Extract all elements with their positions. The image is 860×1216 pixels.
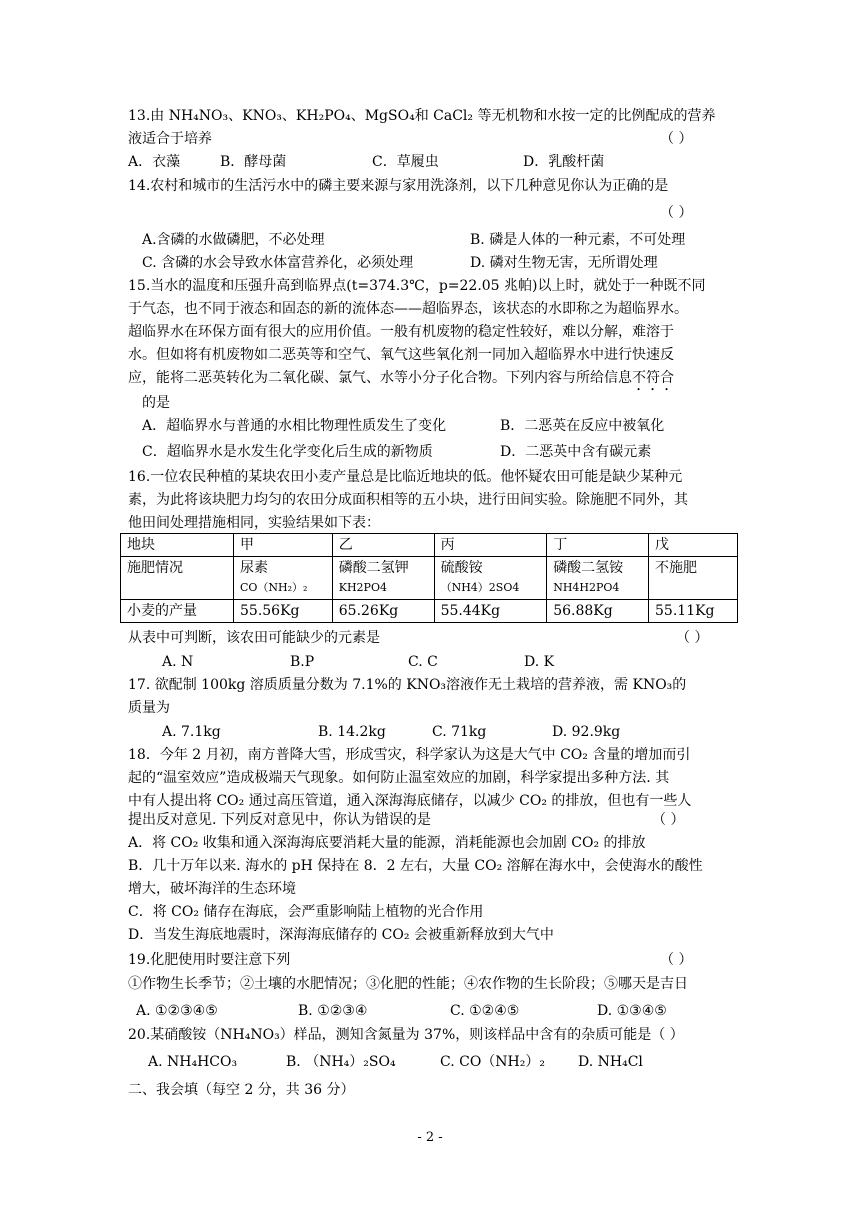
table-header-cell: 戊 <box>649 534 738 557</box>
q14-option-b: B. 磷是人体的一种元素，不可处理 <box>470 232 686 248</box>
q16-option-a: A. N <box>162 654 194 670</box>
q13-option-b: B．酵母菌 <box>220 154 287 170</box>
q18-option-b: B．几十万年以来. 海水的 pH 保持在 8．2 左右，大量 CO₂ 溶解在海水中，会使海水的酸性 <box>128 858 703 874</box>
table-cell: 55.44Kg <box>434 600 547 623</box>
q17-line1: 17. 欲配制 100kg 溶质质量分数为 7.1%的 KNO₃溶液作无土栽培的营养液，需 KNO₃的 <box>128 677 687 693</box>
q15-option-c: C．超临界水是水发生化学变化后生成的新物质 <box>142 444 433 460</box>
table-header-cell: 乙 <box>332 534 434 557</box>
q19-option-d: D. ①③④⑤ <box>597 1003 667 1019</box>
q18-answer-paren: （ ） <box>652 812 685 828</box>
table-row-yield <box>121 600 738 623</box>
q14-option-a: A.含磷的水做磷肥，不必处理 <box>142 232 325 248</box>
table-header-cell: 丙 <box>434 534 547 557</box>
q18-line3: 中有人提出将 CO₂ 通过高压管道，通入深海海底储存，以减少 CO₂ 的排放，但也有一些人 <box>128 793 692 809</box>
fert-name: 磷酸二氢钾 <box>338 560 409 576</box>
fert-formula: CO（NH₂）₂ <box>240 581 308 594</box>
q19-answer-paren: （ ） <box>660 952 693 968</box>
fert-formula: （NH4）2SO4 <box>440 581 520 594</box>
q20-option-a: A. NH₄HCO₃ <box>148 1054 238 1070</box>
q13-option-d: D．乳酸杆菌 <box>523 154 605 170</box>
table-header-cell: 甲 <box>234 534 333 557</box>
table-header-cell: 丁 <box>547 534 649 557</box>
table-row-label: 小麦的产量 <box>121 600 234 623</box>
table-cell: 55.11Kg <box>649 600 738 623</box>
q15-line6: 的是 <box>142 395 170 411</box>
q20-option-c: C. CO（NH₂）₂ <box>440 1054 545 1070</box>
q16-option-b: B.P <box>290 654 315 670</box>
q18-line4: 提出反对意见. 下列反对意见中，你认为错误的是 <box>128 812 431 828</box>
q15-line1: 15.当水的温度和压强升高到临界点(t=374.3℃，p=22.05 兆帕)以上时，就处于一种既不同 <box>128 278 706 294</box>
q18-line2: 起的“温室效应”造成极端天气现象。如何防止温室效应的加剧，科学家提出多种方法. 其 <box>128 770 670 786</box>
q16-option-c: C. C <box>408 654 438 670</box>
q17-option-b: B. 14.2kg <box>318 724 386 740</box>
fert-name: 尿素 <box>240 560 268 576</box>
q20-line1: 20.某硝酸铵（NH₄NO₃）样品，测知含氮量为 37%，则该样品中含有的杂质可能是（ ） <box>128 1027 684 1043</box>
q16-after-text: 从表中可判断，该农田可能缺少的元素是 <box>128 630 380 646</box>
table-cell: 65.26Kg <box>332 600 434 623</box>
q18-line1: 18．今年 2 月初，南方普降大雪，形成雪灾，科学家认为这是大气中 CO₂ 含量的增加而引 <box>128 747 691 763</box>
section-2-heading: 二、我会填（每空 2 分，共 36 分） <box>128 1082 355 1098</box>
q14-answer-paren: （ ） <box>660 205 693 221</box>
q16-line2: 素，为此将该块肥力均匀的农田分成面积相等的五小块，进行田间实验。除施肥不同外，其 <box>128 492 688 508</box>
table-cell: 55.56Kg <box>234 600 333 623</box>
q14-option-c: C. 含磷的水会导致水体富营养化，必须处理 <box>142 255 414 271</box>
table-cell <box>649 557 738 600</box>
table-header-cell: 地块 <box>121 534 234 557</box>
q13-line1: 13.由 NH₄NO₃、KNO₃、KH₂PO₄、MgSO₄和 CaCl₂ 等无机物和水按一定的比例配成的营养 <box>128 108 716 124</box>
q15-emphasis-not-match: 不符合 <box>632 370 674 386</box>
q15-option-b: B．二恶英在反应中被氧化 <box>500 418 665 434</box>
q13-option-a: A．衣藻 <box>128 154 181 170</box>
fert-name: 不施肥 <box>655 560 698 576</box>
q15-line4: 水。但如将有机废物如二恶英等和空气、氧气这些氧化剂一同加入超临界水中进行快速反 <box>128 347 674 363</box>
q19-line1: 19.化肥使用时要注意下列 <box>128 952 291 968</box>
q15-line2: 于气态，也不同于液态和固态的新的流体态——超临界态，该状态的水即称之为超临界水。 <box>128 301 688 317</box>
q17-option-d: D. 92.9kg <box>552 724 621 740</box>
table-cell <box>434 557 547 600</box>
fert-formula: KH2PO4 <box>338 581 387 594</box>
q17-line2: 质量为 <box>128 700 170 716</box>
table-cell: 56.88Kg <box>547 600 649 623</box>
q19-option-b: B. ①②③④ <box>298 1003 368 1019</box>
q16-line1: 16.一位农民种植的某块农田小麦产量总是比临近地块的低。他怀疑农田可能是缺少某种元 <box>128 469 683 485</box>
q15-option-d: D．二恶英中含有碳元素 <box>500 444 652 460</box>
q15-line5 <box>128 368 674 390</box>
table-cell <box>234 557 333 600</box>
q19-option-a: A. ①②③④⑤ <box>136 1003 218 1019</box>
q15-option-a: A．超临界水与普通的水相比物理性质发生了变化 <box>142 418 447 434</box>
fert-name: 硫酸铵 <box>440 560 483 576</box>
q17-option-c: C. 71kg <box>432 724 487 740</box>
fert-name: 磷酸二氢铵 <box>553 560 624 576</box>
table-row-label: 施肥情况 <box>121 557 234 600</box>
q16-answer-paren: （ ） <box>676 630 709 646</box>
q19-line2: ①作物生长季节；②土壤的水肥情况；③化肥的性能；④农作物的生长阶段；⑤哪天是吉日 <box>128 976 688 992</box>
q19-option-c: C. ①②④⑤ <box>450 1003 520 1019</box>
q13-option-c: C．草履虫 <box>372 154 439 170</box>
q18-option-d: D．当发生海底地震时，深海海底储存的 CO₂ 会被重新释放到大气中 <box>128 927 554 943</box>
q18-option-a: A．将 CO₂ 收集和通入深海海底要消耗大量的能源，消耗能源也会加剧 CO₂ 的排放 <box>128 835 646 851</box>
q13-line2: 液适合于培养 <box>128 131 212 147</box>
q20-option-d: D. NH₄Cl <box>578 1054 643 1070</box>
page-number: - 2 - <box>417 1130 443 1145</box>
q16-line3: 他田间处理措施相同，实验结果如下表： <box>128 515 380 531</box>
q14-option-d: D. 磷对生物无害，无所谓处理 <box>470 255 658 271</box>
q18-option-c: C．将 CO₂ 储存在海底，会严重影响陆上植物的光合作用 <box>128 904 484 920</box>
q16-option-d: D. K <box>524 654 555 670</box>
table-header-row <box>121 534 738 557</box>
fertilizer-results-table <box>120 533 738 623</box>
q17-option-a: A. 7.1kg <box>162 724 221 740</box>
q20-option-b: B. （NH₄）₂SO₄ <box>286 1054 396 1070</box>
fert-formula: NH4H2PO4 <box>553 581 620 594</box>
table-cell <box>332 557 434 600</box>
q15-line5-text: 应，能将二恶英转化为二氧化碳、氯气、水等小分子化合物。下列内容与所给信息 <box>128 370 632 386</box>
q14-line1: 14.农村和城市的生活污水中的磷主要来源与家用洗涤剂，以下几种意见你认为正确的是 <box>128 178 669 194</box>
table-row-fertilizer <box>121 557 738 600</box>
q15-line3: 超临界水在环保方面有很大的应用价值。一般有机废物的稳定性较好，难以分解，难溶于 <box>128 324 674 340</box>
q18-option-b-cont: 增大，破坏海洋的生态环境 <box>128 881 296 897</box>
table-cell <box>547 557 649 600</box>
q13-answer-paren: （ ） <box>660 131 693 147</box>
